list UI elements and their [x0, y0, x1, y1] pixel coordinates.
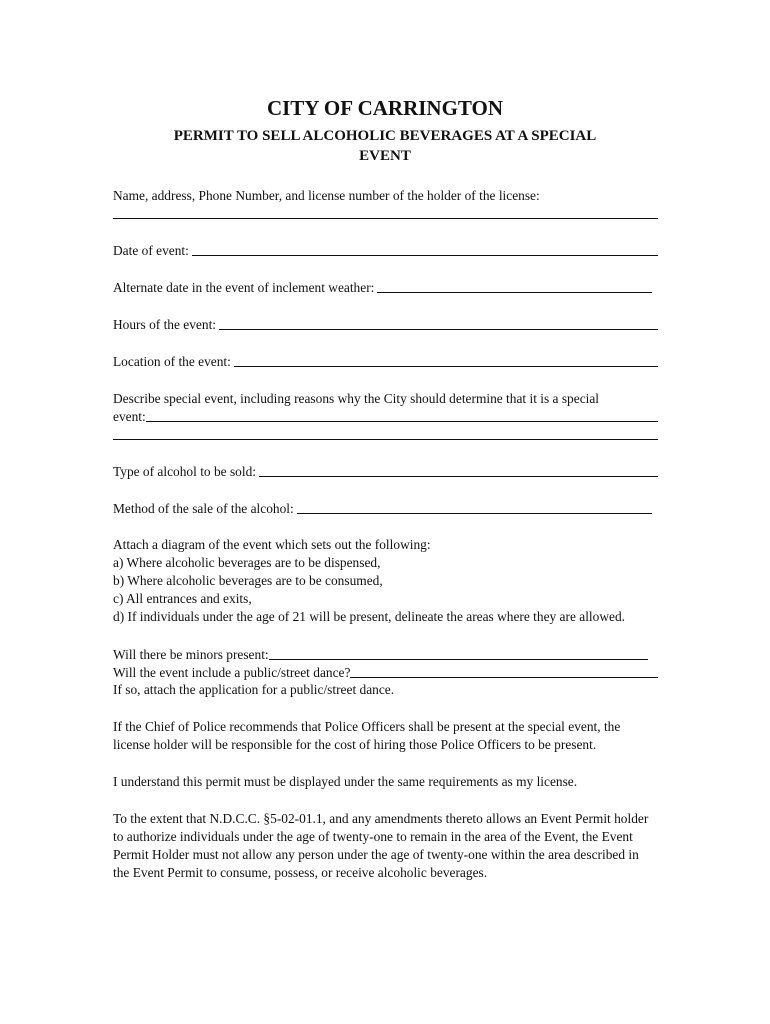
describe-field-row [113, 407, 658, 425]
hours-label: Hours of the event: [113, 317, 217, 332]
form-subtitle-line-2: EVENT [359, 148, 411, 164]
describe-label-cont: event: [113, 409, 146, 424]
diagram-item-c: c) All entrances and exits, [113, 591, 252, 606]
alcohol-type-input-line[interactable] [259, 475, 658, 477]
diagram-item-d: d) If individuals under the age of 21 will be present, delineate the areas where they are allowed. [113, 609, 625, 624]
form-body [113, 186, 658, 882]
diagram-item-b: b) Where alcoholic beverages are to be consumed, [113, 573, 383, 588]
alternate-date-label: Alternate date in the event of inclement weather: [113, 280, 375, 295]
describe-field-row-2 [113, 425, 658, 443]
describe-input-line-1[interactable] [146, 420, 658, 422]
describe-label: Describe special event, including reasons why the City should determine that it is a special [113, 391, 600, 406]
date-input-line[interactable] [192, 254, 658, 256]
alcohol-type-label: Type of alcohol to be sold: [113, 464, 256, 479]
alternate-date-row [113, 278, 658, 296]
sale-method-row [113, 499, 658, 517]
display-paragraph: I understand this permit must be displayed under the same requirements as my license. [113, 774, 578, 789]
dance-input-line[interactable] [350, 676, 658, 678]
location-row [113, 352, 658, 370]
hours-input-line[interactable] [219, 328, 658, 330]
hours-row [113, 315, 658, 333]
holder-input-line[interactable] [113, 217, 658, 219]
form-subtitle [110, 126, 660, 166]
dance-row [113, 663, 658, 681]
page-title: CITY OF CARRINGTON [266, 96, 504, 120]
alternate-date-input-line[interactable] [377, 291, 652, 293]
diagram-intro: Attach a diagram of the event which sets out the following: [113, 537, 431, 552]
sale-method-label: Method of the sale of the alcohol: [113, 501, 294, 516]
sale-method-input-line[interactable] [297, 512, 652, 514]
date-row [113, 241, 658, 259]
form-subtitle-line-1: PERMIT TO SELL ALCOHOLIC BEVERAGES AT A SPECIAL [173, 128, 597, 144]
minors-label: Will there be minors present: [113, 647, 269, 662]
police-paragraph: If the Chief of Police recommends that Police Officers shall be present at the special event, the license holder will be responsible for the cost of hiring those Police Officers to be present. [113, 719, 621, 752]
minors-row [113, 645, 658, 663]
minors-input-line[interactable] [269, 658, 648, 660]
ndcc-paragraph: To the extent that N.D.C.C. §5-02-01.1, and any amendments thereto allows an Event Permit holder to authorize individuals under the age of twenty-one to remain in the area of the Event, the Event Permit Holder must not allow any person under the age of twenty-one within the area described in the Event Permit to consume, possess, or receive alcoholic beverages. [113, 811, 649, 880]
location-label: Location of the event: [113, 354, 231, 369]
holder-field-row [113, 204, 658, 222]
dance-note: If so, attach the application for a public/street dance. [113, 682, 395, 697]
holder-label-row [113, 186, 658, 204]
describe-label-row [113, 389, 658, 407]
describe-input-line-2[interactable] [113, 438, 658, 440]
dance-label: Will the event include a public/street dance? [113, 665, 351, 680]
holder-label: Name, address, Phone Number, and license number of the holder of the license: [113, 188, 540, 203]
diagram-item-a: a) Where alcoholic beverages are to be dispensed, [113, 555, 381, 570]
alcohol-type-row [113, 462, 658, 480]
location-input-line[interactable] [234, 365, 658, 367]
date-label: Date of event: [113, 243, 189, 258]
